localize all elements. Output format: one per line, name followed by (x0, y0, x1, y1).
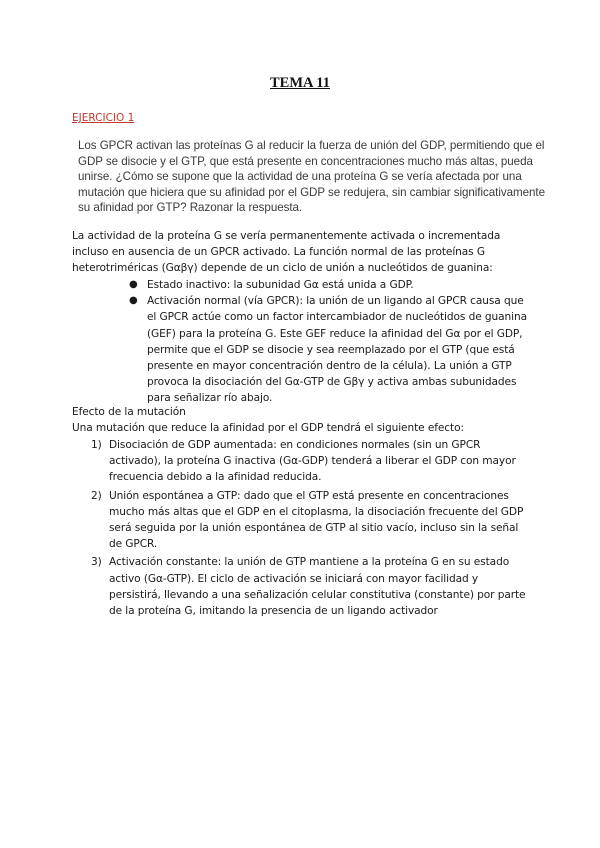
page-title: TEMA 11 (269, 75, 331, 91)
question-text: Los GPCR activan las proteínas G al reducir la fuerza de unión del GDP, permitiendo que el GDP se disocie y el GTP, que está presente en concentraciones mucho más altas, pueda unirse. ¿Cómo se supone que la actividad de una proteína G se vería afectada por una mutación que hiciera que su afinidad por el GDP se redujera, sin cambiar significativamente su afinidad por GTP? Razonar la respuesta. (78, 139, 545, 215)
effect-heading: Efecto de la mutación (72, 406, 186, 418)
answer-intro: La actividad de la proteína G se vería permanentemente activada o incrementada incluso en ausencia de un GPCR activado. La función normal de las proteínas G heterotriméricas (Gαβγ) depende de un ciclo de unión a nucleótidos de guanina: (72, 230, 501, 275)
numbered-item (91, 488, 531, 553)
bullet-text: Estado inactivo: la subunidad Gα está unida a GDP. (147, 279, 414, 291)
effect-intro: Una mutación que reduce la afinidad por el GDP tendrá el siguiente efecto: (72, 422, 464, 434)
item-number: 3) (91, 556, 102, 569)
bullet-list (128, 277, 528, 407)
item-number: 2) (91, 489, 102, 502)
exercise-label: EJERCICIO 1 (72, 112, 135, 124)
numbered-item (91, 554, 531, 619)
item-text: Unión espontánea a GTP: dado que el GTP está presente en concentraciones mucho más altas que el GDP en el citoplasma, la disociación frecuente del GDP será seguida por la unión espontánea de GTP al sitio vacío, incluso sin la señal de GPCR. (109, 489, 524, 551)
numbered-list (91, 437, 531, 621)
item-number: 1) (91, 439, 102, 451)
bullet-marker: ● (129, 295, 138, 307)
item-text: Disociación de GDP aumentada: en condiciones normales (sin un GPCR activado), la proteína G inactiva (Gα-GDP) tenderá a liberar el GDP con mayor frecuencia debido a la afinidad reducida. (109, 439, 516, 484)
bullet-item (128, 293, 528, 406)
bullet-item (128, 277, 528, 293)
item-text: Activación constante: la unión de GTP mantiene a la proteína G en su estado activo (Gα-GTP). El ciclo de activación se iniciará con mayor facilidad y persistirá, llevando a una señalización celular constitutiva (constante) por parte de la proteína G, imitando la presencia de un ligando activador (109, 556, 526, 618)
numbered-item (91, 437, 531, 486)
bullet-marker: ● (129, 279, 138, 290)
bullet-text: Activación normal (vía GPCR): la unión de un ligando al GPCR causa que el GPCR actúe como un factor intercambiador de nucleótidos de guanina (GEF) para la proteína G. Este GEF reduce la afinidad del Gα por el GDP, permite que el GDP se disocie y sea reemplazado por el GTP (que está presente en mayor concentración dentro de la célula). La unión a GTP provoca la disociación del Gα-GTP de Gβγ y activa ambas subunidades para señalizar río abajo. (147, 295, 527, 405)
